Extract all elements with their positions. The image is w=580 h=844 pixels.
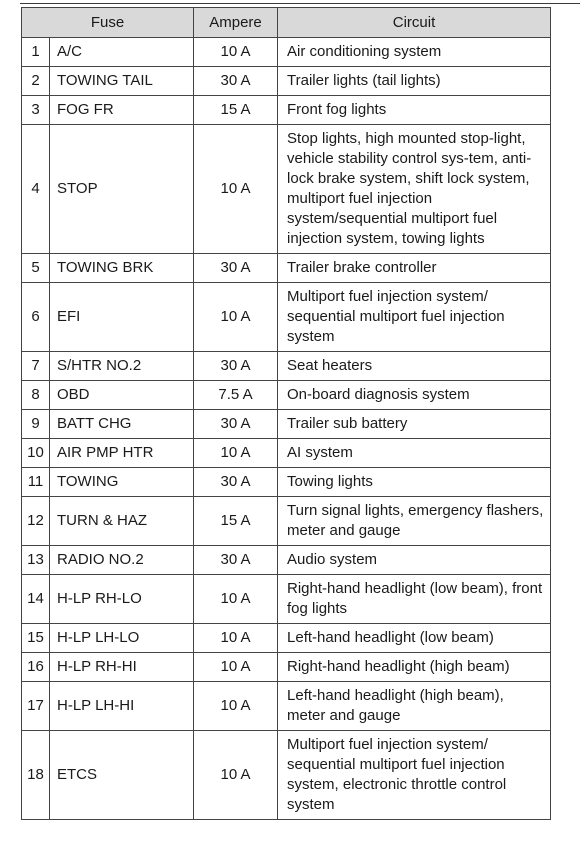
fuse-ampere: 30 A [194,546,278,575]
fuse-number: 17 [22,682,50,731]
table-row [22,731,551,820]
fuse-circuit: AI system [278,439,551,468]
table-row [22,624,551,653]
fuse-circuit: Seat heaters [278,352,551,381]
fuse-ampere: 15 A [194,497,278,546]
table-row [22,352,551,381]
fuse-circuit: Multiport fuel injection system/ sequential multiport fuel injection system, electronic throttle control system [278,731,551,820]
fuse-name: H-LP RH-HI [50,653,194,682]
fuse-ampere: 10 A [194,125,278,254]
fuse-ampere: 30 A [194,410,278,439]
header-circuit: Circuit [278,8,551,38]
fuse-ampere: 10 A [194,682,278,731]
fuse-name: ETCS [50,731,194,820]
fuse-name: TURN & HAZ [50,497,194,546]
fuse-circuit: Front fog lights [278,96,551,125]
fuse-ampere: 10 A [194,624,278,653]
fuse-circuit: Trailer lights (tail lights) [278,67,551,96]
fuse-name: OBD [50,381,194,410]
fuse-circuit: Audio system [278,546,551,575]
fuse-number: 7 [22,352,50,381]
fuse-name: TOWING [50,468,194,497]
fuse-circuit: Trailer sub battery [278,410,551,439]
fuse-number: 12 [22,497,50,546]
fuse-number: 1 [22,38,50,67]
fuse-ampere: 30 A [194,468,278,497]
fuse-name: TOWING TAIL [50,67,194,96]
table-row [22,682,551,731]
table-row [22,254,551,283]
fuse-ampere: 10 A [194,731,278,820]
fuse-number: 8 [22,381,50,410]
fuse-ampere: 10 A [194,575,278,624]
fuse-number: 13 [22,546,50,575]
fuse-number: 14 [22,575,50,624]
fuse-number: 4 [22,125,50,254]
fuse-circuit: Left-hand headlight (high beam), meter and gauge [278,682,551,731]
page-top-rule [20,3,580,4]
table-row [22,546,551,575]
fuse-name: BATT CHG [50,410,194,439]
fuse-circuit: Stop lights, high mounted stop-light, vehicle stability control sys-tem, anti-lock brake system, shift lock system, multiport fuel injection system/sequential multiport fuel injection system, towing lights [278,125,551,254]
fuse-number: 15 [22,624,50,653]
fuse-circuit: Towing lights [278,468,551,497]
table-row [22,439,551,468]
fuse-ampere: 15 A [194,96,278,125]
fuse-ampere: 10 A [194,439,278,468]
fuse-circuit: Trailer brake controller [278,254,551,283]
fuse-name: RADIO NO.2 [50,546,194,575]
fuse-ampere: 30 A [194,67,278,96]
fuse-ampere: 30 A [194,352,278,381]
fuse-number: 2 [22,67,50,96]
fuse-number: 18 [22,731,50,820]
table-row [22,67,551,96]
table-row [22,38,551,67]
table-row [22,381,551,410]
fuse-table [21,7,551,820]
fuse-number: 9 [22,410,50,439]
fuse-name: FOG FR [50,96,194,125]
table-row [22,497,551,546]
table-row [22,283,551,352]
fuse-name: H-LP LH-HI [50,682,194,731]
table-row [22,125,551,254]
fuse-table-body [22,38,551,820]
fuse-ampere: 7.5 A [194,381,278,410]
fuse-name: S/HTR NO.2 [50,352,194,381]
fuse-number: 16 [22,653,50,682]
table-row [22,468,551,497]
fuse-name: A/C [50,38,194,67]
fuse-circuit: Right-hand headlight (high beam) [278,653,551,682]
fuse-circuit: Left-hand headlight (low beam) [278,624,551,653]
header-ampere: Ampere [194,8,278,38]
header-fuse: Fuse [22,8,194,38]
fuse-number: 10 [22,439,50,468]
fuse-name: H-LP RH-LO [50,575,194,624]
fuse-table-header [22,8,551,38]
table-row [22,410,551,439]
table-row [22,653,551,682]
fuse-name: AIR PMP HTR [50,439,194,468]
fuse-ampere: 30 A [194,254,278,283]
fuse-name: TOWING BRK [50,254,194,283]
fuse-name: H-LP LH-LO [50,624,194,653]
fuse-number: 5 [22,254,50,283]
table-row [22,96,551,125]
table-row [22,575,551,624]
fuse-number: 3 [22,96,50,125]
fuse-ampere: 10 A [194,38,278,67]
fuse-circuit: Turn signal lights, emergency flashers, meter and gauge [278,497,551,546]
fuse-ampere: 10 A [194,283,278,352]
fuse-name: EFI [50,283,194,352]
fuse-circuit: Multiport fuel injection system/ sequential multiport fuel injection system [278,283,551,352]
fuse-circuit: Right-hand headlight (low beam), front fog lights [278,575,551,624]
fuse-number: 6 [22,283,50,352]
fuse-circuit: On-board diagnosis system [278,381,551,410]
fuse-ampere: 10 A [194,653,278,682]
fuse-circuit: Air conditioning system [278,38,551,67]
fuse-name: STOP [50,125,194,254]
fuse-number: 11 [22,468,50,497]
